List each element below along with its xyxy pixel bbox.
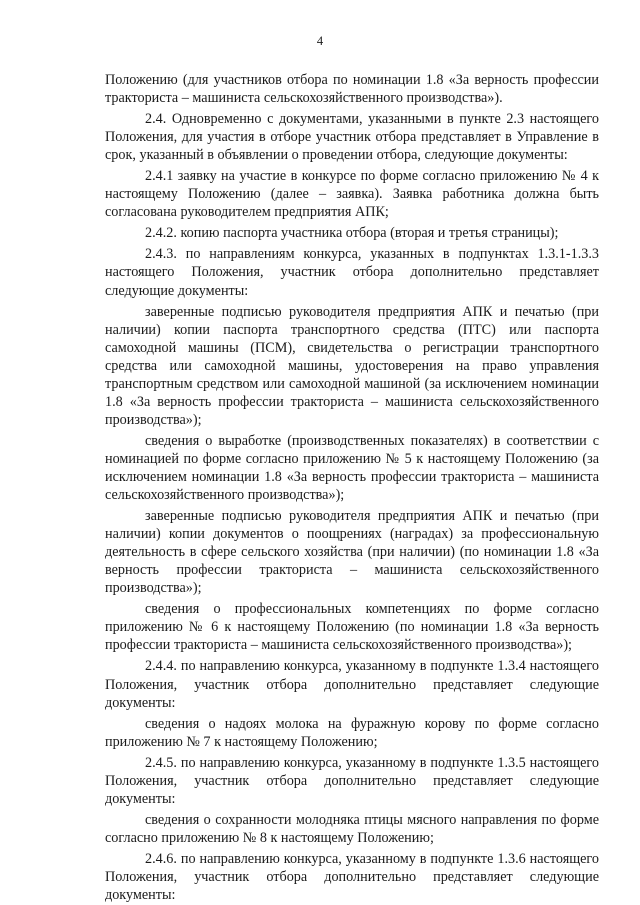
- paragraph-2-4-5: 2.4.5. по направлению конкурса, указанному в подпункте 1.3.5 настоящего Положения, участник отбора дополнительно представляет следующие документы:: [105, 754, 599, 807]
- paragraph-2-4-2: 2.4.2. копию паспорта участника отбора (вторая и третья страницы);: [145, 225, 559, 242]
- page-number: 4: [316, 34, 324, 48]
- paragraph-2-4: 2.4. Одновременно с документами, указанными в пункте 2.3 настоящего Положения, для участия в отборе участник отбора представляет в Управление в срок, указанный в объявлении о проведении отбора, следующие документы:: [105, 111, 599, 164]
- paragraph-poultry: сведения о сохранности молодняка птицы мясного направления по форме согласно приложению № 8 к настоящему Положению;: [105, 811, 599, 846]
- paragraph-2-4-4: 2.4.4. по направлению конкурса, указанному в подпункте 1.3.4 настоящего Положения, участник отбора дополнительно представляет следующие документы:: [105, 658, 599, 711]
- document-body: [105, 71, 599, 904]
- paragraph-2-4-6: 2.4.6. по направлению конкурса, указанному в подпункте 1.3.6 настоящего Положения, участник отбора дополнительно представляет следующие документы:: [105, 850, 599, 904]
- paragraph-vehicle-documents: заверенные подписью руководителя предприятия АПК и печатью (при наличии) копии паспорта транспортного средства (ПТС) или паспорта самоходной машины (ПСМ), свидетельства о регистрации транспортного средства или самоходной машины, удостоверения на право управления транспортным средством или самоходной машиной (за исключением номинации 1.8 «За верность профессии тракториста – машиниста сельскохозяйственного производства»);: [105, 303, 599, 428]
- paragraph-awards-copies: заверенные подписью руководителя предприятия АПК и печатью (при наличии) копии документов о поощрениях (наградах) за профессиональную деятельность в сфере сельского хозяйства (при наличии) (по номинации 1.8 «За верность профессии тракториста – машиниста сельскохозяйственного производства»);: [105, 508, 599, 597]
- paragraph-continuation: Положению (для участников отбора по номинации 1.8 «За верность профессии тракториста – машиниста сельскохозяйственного производства»).: [105, 72, 599, 107]
- paragraph-2-4-1: 2.4.1 заявку на участие в конкурсе по форме согласно приложению № 4 к настоящему Положению (далее – заявка). Заявка работника должна быть согласована руководителем предприятия АПК;: [105, 168, 599, 221]
- paragraph-output-info: сведения о выработке (производственных показателях) в соответствии с номинацией по форме согласно приложению № 5 к настоящему Положению (за исключением номинации 1.8 «За верность профессии тракториста – машиниста сельскохозяйственного производства»);: [105, 432, 599, 504]
- paragraph-milk-yield: сведения о надоях молока на фуражную корову по форме согласно приложению № 7 к настоящему Положению;: [105, 715, 599, 750]
- paragraph-2-4-3: 2.4.3. по направлениям конкурса, указанных в подпунктах 1.3.1-1.3.3 настоящего Положения, участник отбора дополнительно представляет следующие документы:: [105, 246, 599, 299]
- paragraph-competencies: сведения о профессиональных компетенциях по форме согласно приложению № 6 к настоящему Положению (по номинации 1.8 «За верность профессии тракториста – машиниста сельскохозяйственного производства»);: [105, 601, 599, 654]
